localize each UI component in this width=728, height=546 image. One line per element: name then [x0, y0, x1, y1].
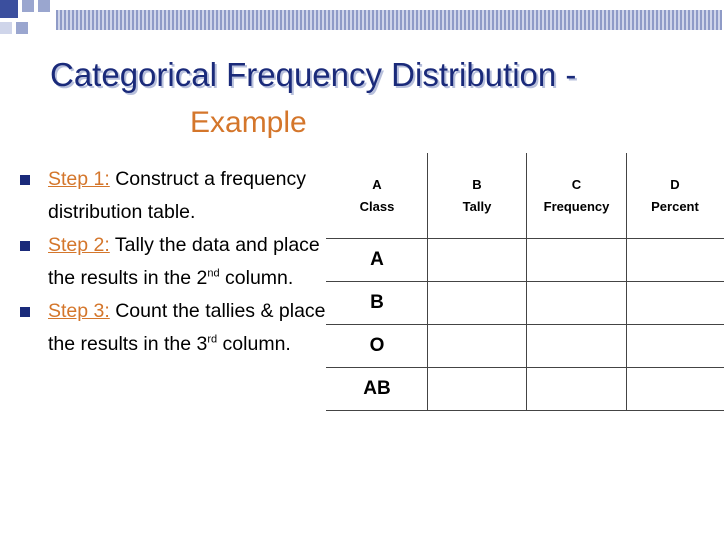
table-row — [327, 282, 724, 325]
ordinal-suffix: nd — [207, 267, 220, 280]
decor-square — [0, 0, 18, 18]
column-name: Frequency — [543, 199, 610, 214]
slide-subtitle: Example — [190, 106, 307, 139]
step-list — [18, 163, 334, 361]
table-cell — [527, 239, 627, 282]
table-cell: AB — [327, 368, 428, 411]
decor-square — [38, 0, 50, 12]
step-text-after: column. — [222, 333, 291, 355]
ordinal-suffix: rd — [207, 333, 218, 346]
table-cell — [527, 282, 627, 325]
slide-title: Categorical Frequency Distribution - — [50, 56, 577, 93]
decor-square — [0, 22, 12, 34]
table-cell — [627, 325, 724, 368]
decor-square — [22, 0, 34, 12]
step-text-after: column. — [225, 267, 294, 289]
step-text: Count the tallies & place the results in the 3 — [48, 300, 326, 355]
column-name: Percent — [651, 199, 699, 214]
list-item — [18, 163, 334, 229]
table-row — [327, 368, 724, 411]
table-row — [327, 325, 724, 368]
column-letter: B — [472, 177, 482, 192]
table-cell: O — [327, 325, 428, 368]
column-letter: C — [571, 177, 582, 192]
square-bullet-icon — [20, 241, 30, 251]
column-header — [327, 154, 428, 239]
table-cell: A — [327, 239, 428, 282]
step-label: Step 2: — [48, 234, 110, 256]
square-bullet-icon — [20, 175, 30, 185]
table-cell: B — [327, 282, 428, 325]
table-cell — [428, 239, 527, 282]
frequency-table — [326, 153, 724, 411]
table-header-row — [327, 154, 724, 239]
table-cell — [627, 239, 724, 282]
table-cell — [428, 282, 527, 325]
table-cell — [428, 325, 527, 368]
column-header — [527, 154, 627, 239]
step-text: Tally the data and place the results in the 2 — [48, 234, 320, 289]
square-bullet-icon — [20, 307, 30, 317]
table-cell — [627, 282, 724, 325]
list-item — [18, 229, 334, 295]
decor-square — [16, 22, 28, 34]
list-item — [18, 295, 334, 361]
column-header — [627, 154, 724, 239]
header-stripe — [56, 10, 722, 30]
column-name: Class — [359, 199, 395, 214]
column-letter: A — [372, 177, 382, 192]
table-cell — [428, 368, 527, 411]
column-letter: D — [670, 177, 680, 192]
table-cell — [627, 368, 724, 411]
table-cell — [527, 325, 627, 368]
step-label: Step 1: — [48, 168, 110, 190]
column-header — [428, 154, 527, 239]
step-label: Step 3: — [48, 300, 110, 322]
table-row — [327, 239, 724, 282]
table-cell — [527, 368, 627, 411]
column-name: Tally — [462, 199, 492, 214]
step-text: Construct a frequency distribution table. — [48, 168, 306, 223]
